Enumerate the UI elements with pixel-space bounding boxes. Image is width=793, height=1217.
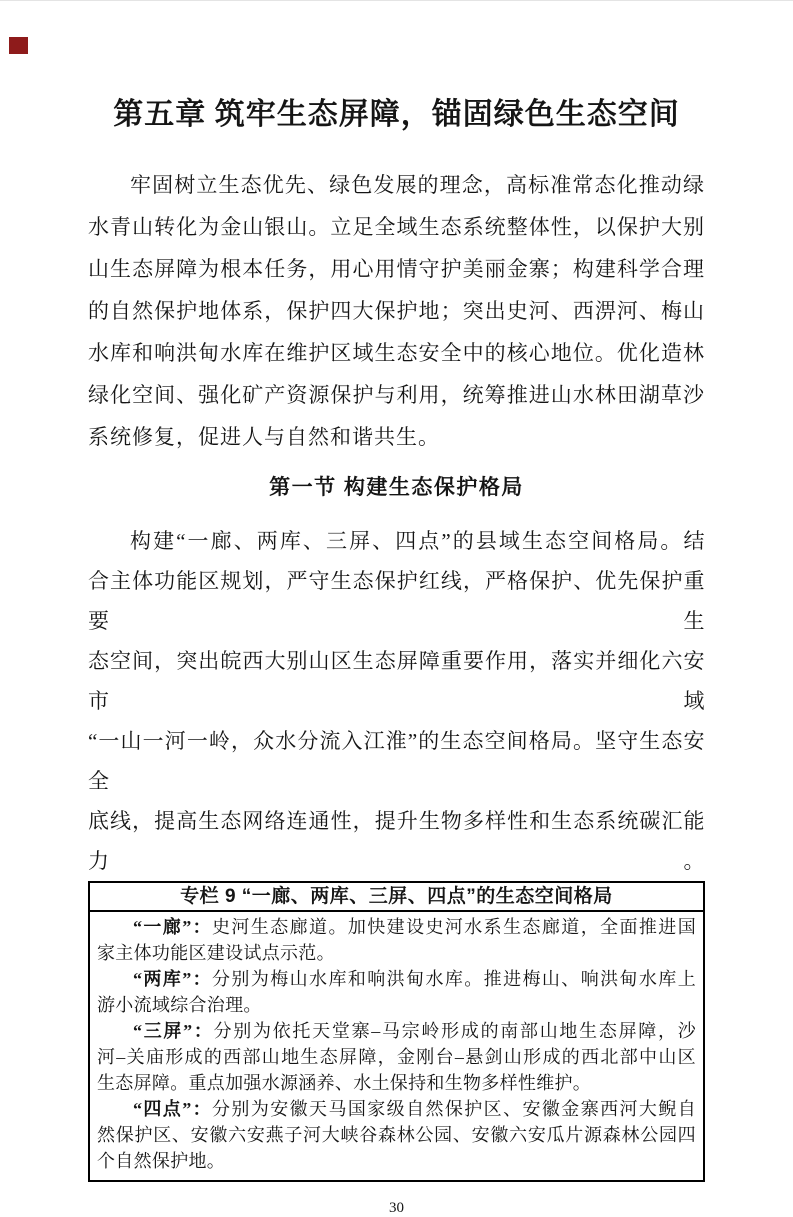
panel-item-term: “三屏”： xyxy=(133,1021,214,1041)
paragraph-line: 绿化空间、强化矿产资源保护与利用，统筹推进山水林田湖草沙 xyxy=(88,383,705,407)
panel-item-term: “四点”： xyxy=(133,1099,213,1119)
panel-item-line: 家主体功能区建设试点示范。 xyxy=(97,943,335,963)
panel-body xyxy=(90,912,703,1180)
column-panel xyxy=(88,881,705,1182)
panel-item-text: 史河生态廊道。加快建设史河水系生态廊道，全面推进国 xyxy=(212,917,697,937)
panel-item-line: 河–关庙形成的西部山地生态屏障，金刚台–悬剑山形成的西北部中山区 xyxy=(97,1047,696,1067)
panel-item-line: 然保护区、安徽六安燕子河大峡谷森林公园、安徽六安瓜片源森林公园四 xyxy=(97,1125,696,1145)
page-number: 30 xyxy=(389,1200,404,1216)
panel-title: 专栏 9 “一廊、两库、三屏、四点”的生态空间格局 xyxy=(90,883,703,912)
paragraph-line: 态空间，突出皖西大别山区生态屏障重要作用，落实并细化六安市域 xyxy=(88,649,705,713)
panel-item-line xyxy=(97,1096,696,1122)
chapter-title: 第五章 筑牢生态屏障，锚固绿色生态空间 xyxy=(113,98,680,131)
paragraph-line: 水库和响洪甸水库在维护区域生态安全中的核心地位。优化造林 xyxy=(88,341,705,365)
second-paragraph xyxy=(88,521,705,881)
paragraph-line: 合主体功能区规划，严守生态保护红线，严格保护、优先保护重要生 xyxy=(88,569,705,633)
paragraph-line: 构建“一廊、两库、三屏、四点”的县域生态空间格局。结 xyxy=(130,529,705,553)
panel-item-text: 分别为依托天堂寨–马宗岭形成的南部山地生态屏障，沙 xyxy=(213,1021,697,1041)
panel-item-line: 个自然保护地。 xyxy=(97,1151,226,1171)
panel-item-text: 分别为梅山水库和响洪甸水库。推进梅山、响洪甸水库上 xyxy=(212,969,697,989)
paragraph-line: 水青山转化为金山银山。立足全域生态系统整体性，以保护大别 xyxy=(88,215,705,239)
panel-item-term: “一廊”： xyxy=(133,917,213,937)
section-title: 第一节 构建生态保护格局 xyxy=(269,476,524,499)
panel-item-term: “两库”： xyxy=(133,969,213,989)
panel-item xyxy=(97,914,696,966)
panel-item xyxy=(97,1018,696,1096)
panel-item-line: 生态屏障。重点加强水源涵养、水土保持和生物多样性维护。 xyxy=(97,1073,592,1093)
panel-item xyxy=(97,966,696,1018)
paragraph-line: 底线，提高生态网络连通性，提升生物多样性和生态系统碳汇能力。 xyxy=(88,809,705,873)
paragraph-line: 系统修复，促进人与自然和谐共生。 xyxy=(88,425,440,449)
panel-item-line xyxy=(97,914,696,940)
paragraph-line: 的自然保护地体系，保护四大保护地；突出史河、西淠河、梅山 xyxy=(88,299,705,323)
panel-item xyxy=(97,1096,696,1174)
panel-item-line xyxy=(97,966,696,992)
intro-paragraph xyxy=(88,164,705,458)
paragraph-line: “一山一河一岭，众水分流入江淮”的生态空间格局。坚守生态安全 xyxy=(88,729,705,793)
paragraph-line: 牢固树立生态优先、绿色发展的理念，高标准常态化推动绿 xyxy=(130,173,705,197)
panel-item-line: 游小流域综合治理。 xyxy=(97,995,262,1015)
panel-item-line xyxy=(97,1018,696,1044)
page-content xyxy=(88,93,705,1217)
panel-item-text: 分别为安徽天马国家级自然保护区、安徽金寨西河大鲵自 xyxy=(212,1099,697,1119)
paragraph-line: 山生态屏障为根本任务，用心用情守护美丽金寨；构建科学合理 xyxy=(88,257,705,281)
red-stamp-mark xyxy=(9,37,28,54)
